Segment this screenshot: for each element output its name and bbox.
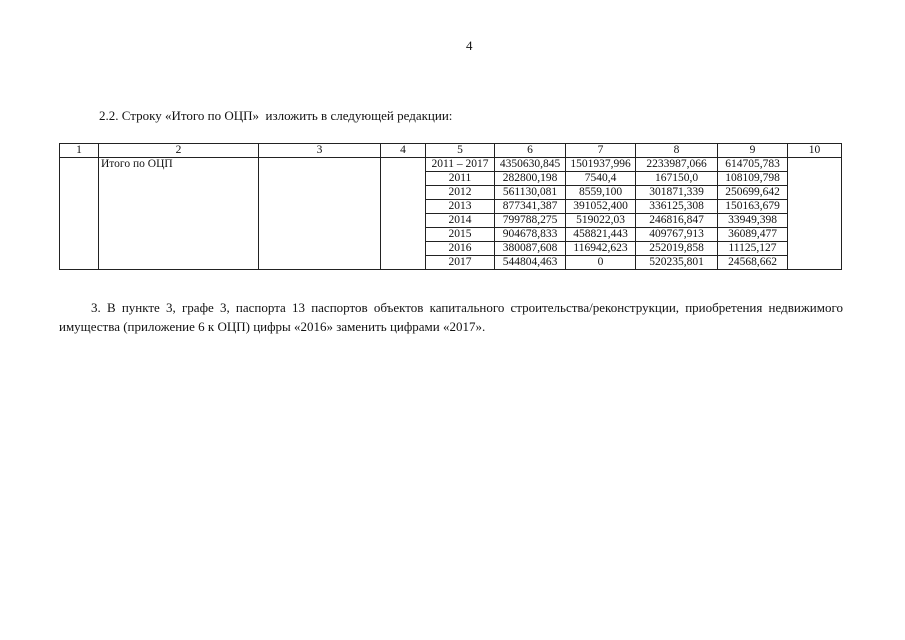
table-cell: 561130,081 — [495, 186, 566, 200]
header-cell: 6 — [495, 144, 566, 158]
table-cell: 614705,783 — [718, 158, 788, 172]
table-cell: 0 — [566, 256, 636, 270]
table-cell: 108109,798 — [718, 172, 788, 186]
table-cell: 2233987,066 — [636, 158, 718, 172]
paragraph-item-3: 3. В пункте 3, графе 3, паспорта 13 паспортов объектов капитального строительства/реконструкции, приобретения недвижимого имущества (приложение 6 к ОЦП) цифры «2016» заменить цифрами «2017». — [59, 300, 843, 334]
table-cell: 2016 — [426, 242, 495, 256]
header-cell: 3 — [259, 144, 381, 158]
table-cell: 11125,127 — [718, 242, 788, 256]
table-cell: 544804,463 — [495, 256, 566, 270]
table-cell: 116942,623 — [566, 242, 636, 256]
header-cell: 9 — [718, 144, 788, 158]
table-cell: 36089,477 — [718, 228, 788, 242]
data-table — [59, 143, 842, 270]
table-cell: 7540,4 — [566, 172, 636, 186]
header-cell: 7 — [566, 144, 636, 158]
table-cell: 150163,679 — [718, 200, 788, 214]
table-cell: 250699,642 — [718, 186, 788, 200]
header-cell: 1 — [60, 144, 99, 158]
table-cell: 246816,847 — [636, 214, 718, 228]
table-cell: 2017 — [426, 256, 495, 270]
table-cell — [381, 158, 426, 270]
table-cell: 33949,398 — [718, 214, 788, 228]
header-cell: 5 — [426, 144, 495, 158]
page-number: 4 — [466, 38, 473, 53]
header-cell: 4 — [381, 144, 426, 158]
header-row — [60, 144, 842, 158]
table-cell: 520235,801 — [636, 256, 718, 270]
table-cell: 1501937,996 — [566, 158, 636, 172]
table-cell: 877341,387 — [495, 200, 566, 214]
table-cell: 301871,339 — [636, 186, 718, 200]
table-cell: 24568,662 — [718, 256, 788, 270]
table-cell: 391052,400 — [566, 200, 636, 214]
section-heading: 2.2. Строку «Итого по ОЦП» изложить в следующей редакции: — [99, 108, 453, 123]
table-cell: 282800,198 — [495, 172, 566, 186]
table-cell: 458821,443 — [566, 228, 636, 242]
table-row — [60, 158, 842, 172]
table-cell: 167150,0 — [636, 172, 718, 186]
table-cell: 252019,858 — [636, 242, 718, 256]
table-cell: 2015 — [426, 228, 495, 242]
table-cell: 2014 — [426, 214, 495, 228]
table-cell: 519022,03 — [566, 214, 636, 228]
table-cell: 336125,308 — [636, 200, 718, 214]
row-label: Итого по ОЦП — [99, 158, 259, 270]
table-cell: 409767,913 — [636, 228, 718, 242]
header-cell: 8 — [636, 144, 718, 158]
table-cell: 799788,275 — [495, 214, 566, 228]
table-cell — [259, 158, 381, 270]
table-cell — [60, 158, 99, 270]
table-cell — [788, 158, 842, 270]
table-cell: 8559,100 — [566, 186, 636, 200]
table-cell: 2012 — [426, 186, 495, 200]
table-cell: 2011 – 2017 — [426, 158, 495, 172]
header-cell: 10 — [788, 144, 842, 158]
table-cell: 904678,833 — [495, 228, 566, 242]
table-cell: 4350630,845 — [495, 158, 566, 172]
table-cell: 380087,608 — [495, 242, 566, 256]
header-cell: 2 — [99, 144, 259, 158]
table-cell: 2013 — [426, 200, 495, 214]
table-cell: 2011 — [426, 172, 495, 186]
